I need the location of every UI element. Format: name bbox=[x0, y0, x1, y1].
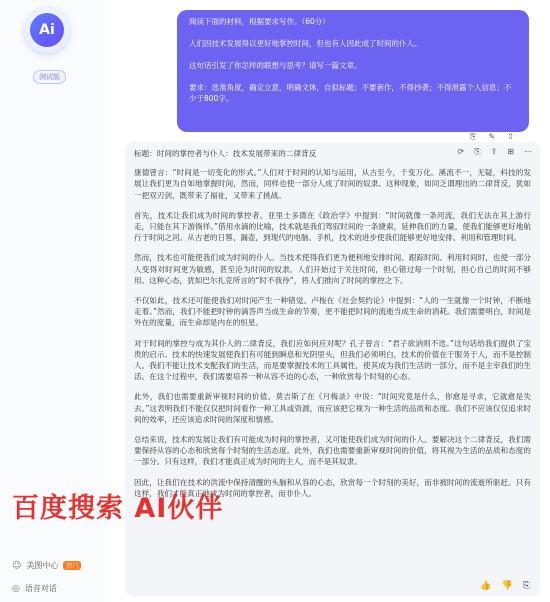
prompt-line: 要求：选准角度，确定立意，明确文体，自拟标题；不要套作，不得抄袭；不得泄露个人信息；不少于800字。 bbox=[189, 83, 512, 103]
prompt-line: 这句话引发了你怎样的联想与思考？请写一篇文章。 bbox=[189, 61, 362, 70]
export-icon[interactable]: ⇪ bbox=[490, 147, 498, 156]
hot-tag: 热门 bbox=[63, 561, 81, 570]
prompt-toolbar bbox=[470, 132, 514, 142]
regenerate-icon[interactable]: ⟳ bbox=[457, 147, 465, 156]
nav-item-label: 美图中心 bbox=[26, 561, 59, 570]
essay-paragraph: 首先，技术让我们成为时间的掌控者。亚里士多德在《政治学》中提到：“时间就像一条河流，我们无法在其上游行走，只能在其下游徜徉。”借用水滴的比喻，技术就是我们驾驭时间的一条捷索，延伸我们的力量，使我们能够更好地航行于时间之河。从古老的日晷、漏壶，到现代的电脑、手机，技术的进步使我们能够更好地安排、利用和管理时间。 bbox=[134, 210, 531, 243]
thumbs-down-icon[interactable]: 👎 bbox=[501, 580, 513, 591]
essay-paragraph: 不仅如此，技术还可能使我们对时间产生一种错觉。卢梭在《社会契约论》中提到：“人的一生就像一个时钟，不断地走着。”然而，我们不能把时钟的滴答声当成生命的节奏，更不能把时间的流逝当成生命的消耗。我们需要明白，时间是外在的度量，而生命却是内在的恒星。 bbox=[134, 296, 531, 328]
essay-paragraph: 康德曾言：“时间是一切变化的形式。”人们对于时间的认知与运用，从古至今，千变万化。溪流不一，无疑，科技的发展让我们更为自如地掌握时间，然而，同样也使一部分人成了时间的奴隶。这种现象，如同乏谓理出的二律背反，犹如一把双刃剑，既带来了福祉，又带来了挑战。 bbox=[134, 168, 531, 200]
answer-toolbar bbox=[457, 146, 532, 157]
layout-icon[interactable]: ⊞ bbox=[507, 147, 514, 156]
logo-text: Ai bbox=[30, 13, 64, 47]
essay-paragraph: 对于时间的掌控与成为其仆人的二律背反，我们应如何应对呢？孔子曾言：“君子欲讷则不迭。”这句话给我们提供了宝贵的启示。技术的快速发展使我们有可能到瞬息和光阴里头，但我们必须明白，技术的价值在于服务于人，而不是控制人。我们不能让技术支配我们的生活，而是要掌握技术的工具属性，使其成为我们生活的一部分，而不是主宰我们的生活。在这个过程中，我们需要培养一种从容不迫的心态，一种欣赏每个时刻的心态。 bbox=[134, 338, 531, 382]
copy-icon[interactable]: ⎘ bbox=[522, 580, 530, 591]
essay-paragraph: 因此，让我们在技术的洪流中保持清醒的头脑和从容的心态，欣赏每一个时刻的美好，而非被时间的流逝所驱赶。只有这样，我们才能真正地成为时间的掌控者，而非仆人。 bbox=[134, 477, 531, 498]
essay-paragraph: 然而，技术也可能使我们成为时间的仆人。当技术使得我们更为便利地安排时间、跟踪时间、利用时间时，也使一部分人变得对时间更为敏感，甚至沦为时间的奴隶。人们开始过于关注时间，担心错过每一个时刻，担心自己的时间不够用。这种心态，犹如巴尔扎克所言的“时不我待”，将人们推向了时间的掌控之下。 bbox=[134, 253, 531, 285]
ai-answer-card bbox=[125, 142, 540, 596]
essay-title: 标题：时间的掌控者与仆人：技术发展带来的二律背反 bbox=[134, 149, 317, 158]
nav-item-image-center[interactable] bbox=[12, 560, 81, 571]
watermark-text: 百度搜索 AI伙伴 bbox=[12, 493, 224, 524]
share-icon[interactable]: ⇧ bbox=[507, 132, 514, 141]
app-logo[interactable] bbox=[24, 7, 70, 53]
smile-icon: ☺ bbox=[12, 560, 22, 571]
edit-icon[interactable]: ✎ bbox=[488, 132, 496, 141]
prompt-line: 阅读下面的材料，根据要求写作。（60分） bbox=[189, 17, 330, 26]
copy-icon[interactable]: ⎘ bbox=[474, 147, 481, 156]
essay-paragraph: 此外，我们也需要重新审视时间的价值。莫吉斯了在《月梅录》中说：“时间究竟是什么，你愈是寻求，它就愈是失去。”这表明我们不能仅仅把时间看作一种工具或资源，而应该把它视为一种生活的品质和态度。我们不应该仅仅追求时间的效率，还应该追求时间的深度和情感。 bbox=[134, 392, 531, 424]
prompt-line: 人们因技术发展得以更好地掌控时间，但也有人因此成了时间的仆人。 bbox=[189, 39, 422, 48]
nav-item-voice-chat[interactable] bbox=[12, 583, 57, 594]
headset-icon: ◎ bbox=[12, 583, 20, 594]
beta-badge: 测试版 bbox=[33, 70, 66, 84]
copy-icon[interactable]: ⎘ bbox=[470, 132, 477, 141]
essay-paragraph: 总结来说，技术的发展让我们有可能成为时间的掌控者，又可能使我们成为时间的仆人。要解决这个二律背反，我们需要保持从容的心态和欣赏每个时刻的生活态度。此外，我们也需要重新审视时间的价值，将其视为生活的品质和态度的一部分。只有这样，我们才能真正成为时间的主人，而不是其奴隶。 bbox=[134, 435, 531, 467]
feedback-toolbar bbox=[480, 581, 530, 592]
thumbs-up-icon[interactable]: 👍 bbox=[480, 580, 492, 591]
more-icon[interactable]: ⋯ bbox=[524, 147, 532, 156]
nav-item-label: 语音对话 bbox=[24, 584, 57, 593]
user-prompt-bubble bbox=[177, 10, 529, 132]
